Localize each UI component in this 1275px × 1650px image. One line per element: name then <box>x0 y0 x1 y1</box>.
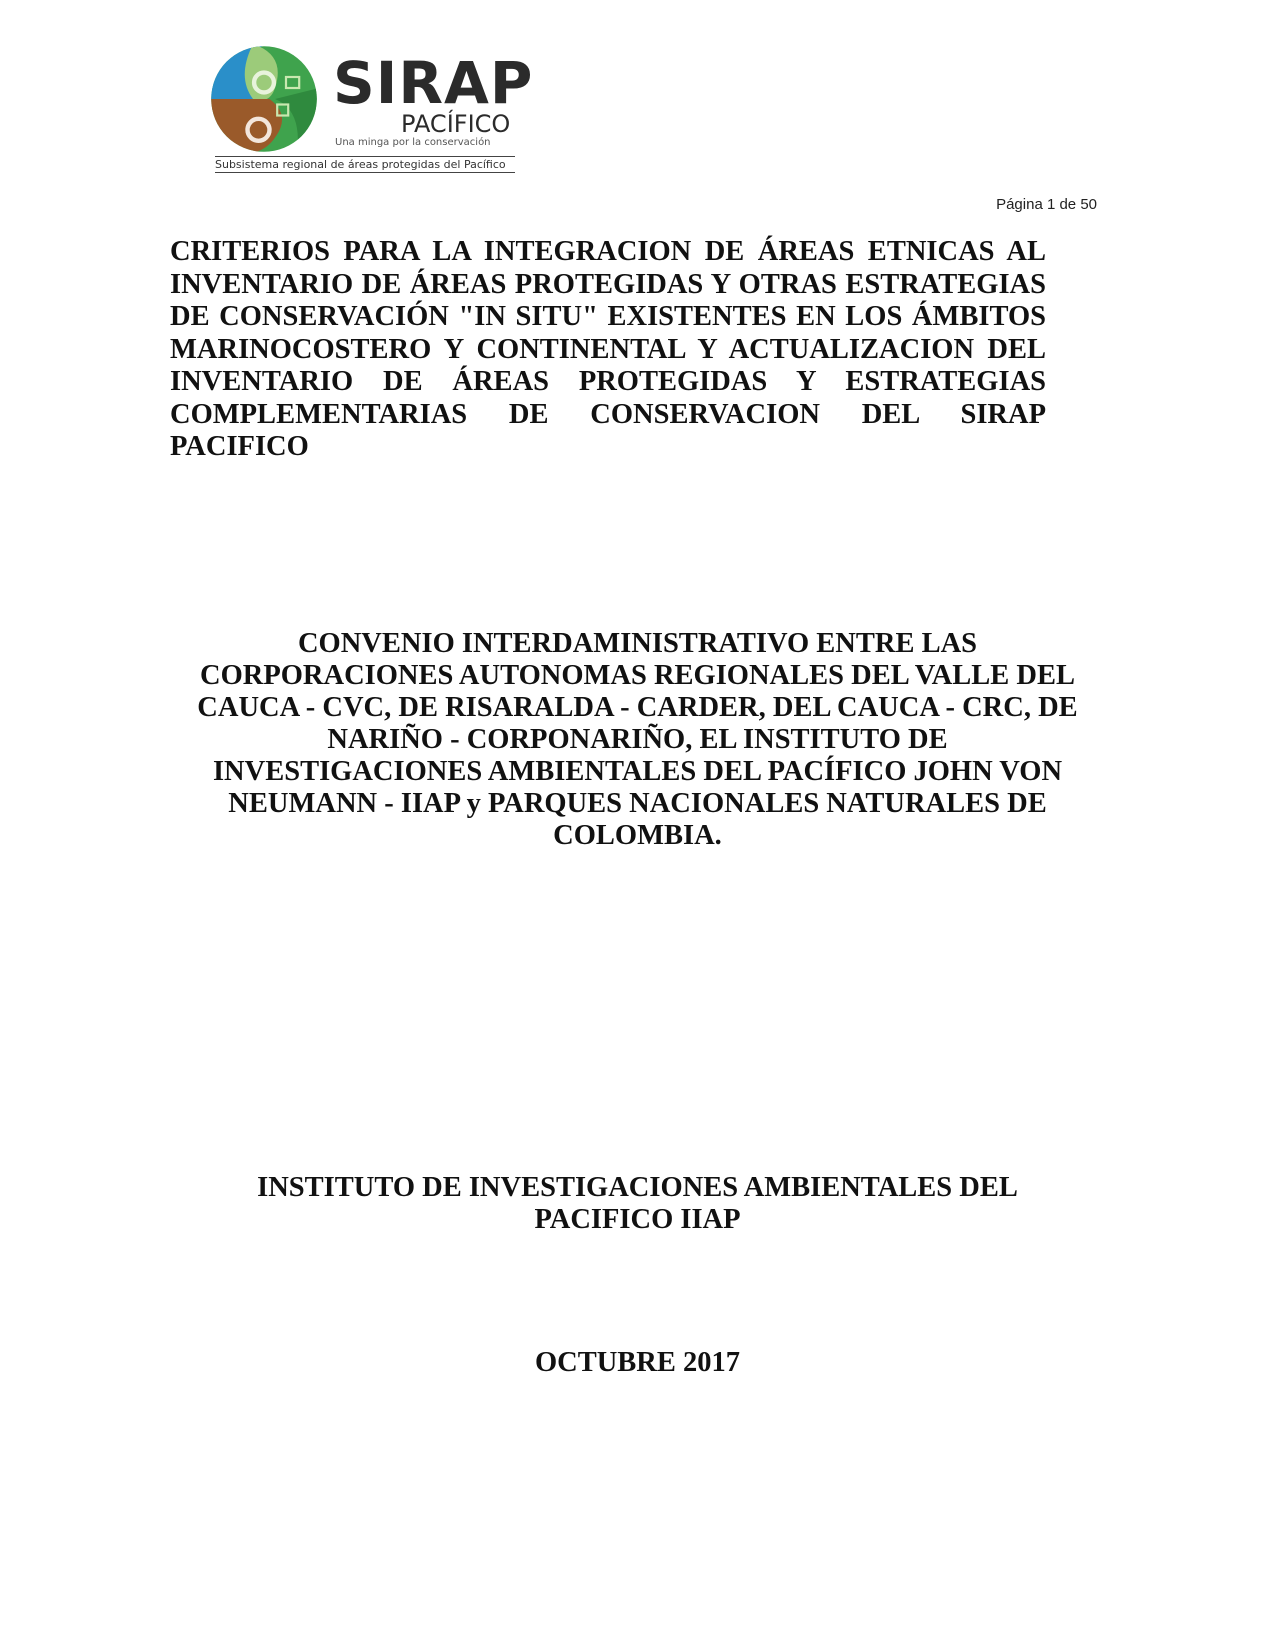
title-line: DE CONSERVACIÓN "IN SITU" EXISTENTES EN LOS ÁMBITOS <box>170 301 1046 332</box>
document-date: OCTUBRE 2017 <box>534 1347 741 1378</box>
title-line: CRITERIOS PARA LA INTEGRACION DE ÁREAS ETNICAS AL <box>170 236 1046 267</box>
convenio-block <box>140 628 1135 852</box>
title-line: MARINOCOSTERO Y CONTINENTAL Y ACTUALIZACION DEL <box>170 333 1046 365</box>
logo-tagline: Una minga por la conservación <box>335 137 491 148</box>
title-line: INVENTARIO DE ÁREAS PROTEGIDAS Y OTRAS ESTRATEGIAS <box>170 268 1046 300</box>
institution-line: PACIFICO IIAP <box>534 1204 741 1235</box>
convenio-line: CAUCA - CVC, DE RISARALDA - CARDER, DEL CAUCA - CRC, DE <box>197 692 1078 723</box>
logo-subtitle: Subsistema regional de áreas protegidas del Pacífico <box>215 156 515 173</box>
convenio-line: NEUMANN - IIAP y PARQUES NACIONALES NATURALES DE <box>228 788 1047 819</box>
convenio-line: CORPORACIONES AUTONOMAS REGIONALES DEL VALLE DEL <box>200 660 1075 691</box>
sirap-emblem-icon <box>209 44 319 154</box>
title-line: COMPLEMENTARIAS DE CONSERVACION DEL SIRAP PACIFICO <box>170 398 1046 462</box>
page-number: Página 1 de 50 <box>996 196 1097 213</box>
logo-wordmark: SIRAP <box>333 49 534 117</box>
sirap-logo <box>205 40 535 180</box>
convenio-line: CONVENIO INTERDAMINISTRATIVO ENTRE LAS <box>297 628 978 659</box>
institution-line: INSTITUTO DE INVESTIGACIONES AMBIENTALES DEL <box>257 1172 1018 1203</box>
title-line: INVENTARIO DE ÁREAS PROTEGIDAS Y ESTRATEGIAS <box>170 366 1046 397</box>
logo-subname: PACÍFICO <box>401 110 511 138</box>
document-title <box>170 236 1046 464</box>
convenio-line: NARIÑO - CORPONARIÑO, EL INSTITUTO DE <box>327 724 948 755</box>
convenio-line: COLOMBIA. <box>553 820 722 851</box>
institution-block <box>140 1172 1135 1236</box>
convenio-line: INVESTIGACIONES AMBIENTALES DEL PACÍFICO JOHN VON <box>212 756 1063 787</box>
